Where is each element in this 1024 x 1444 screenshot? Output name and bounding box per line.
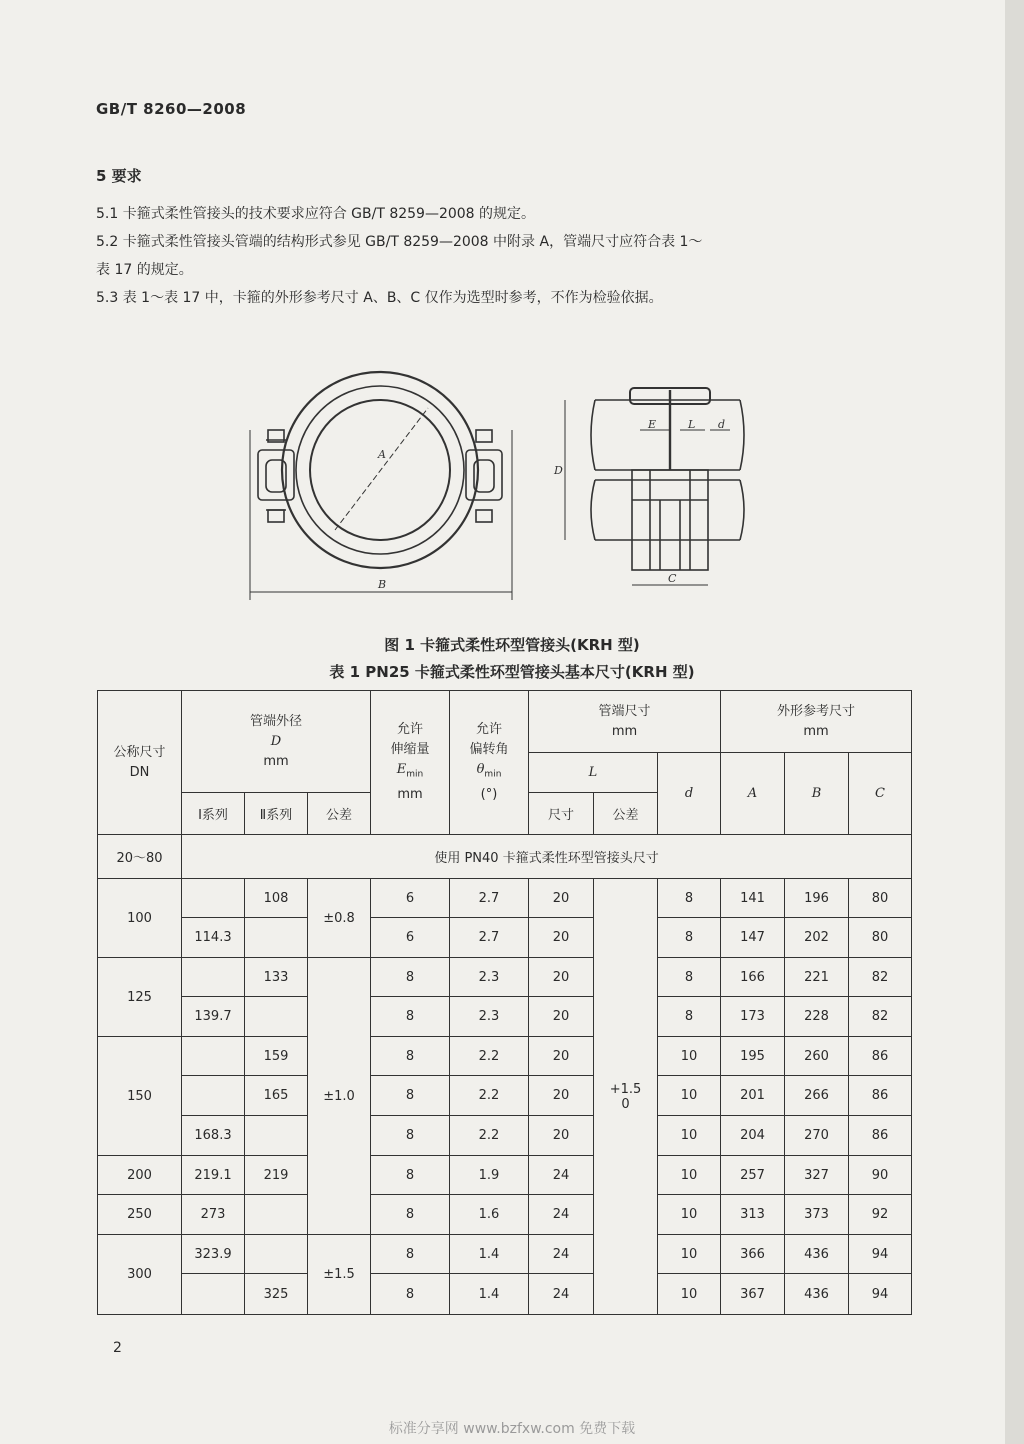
label-C: C (668, 572, 677, 585)
header-A: A (721, 753, 785, 835)
table-row: 165 8 2.2 20 10 201 266 86 (98, 1076, 912, 1116)
dimension-A-line (335, 408, 428, 530)
tolerance-cell: ±1.5 (308, 1235, 371, 1315)
table-row: 139.7 8 2.3 20 8 173 228 82 (98, 997, 912, 1037)
table-row: 114.3 6 2.7 20 8 147 202 80 (98, 918, 912, 958)
table-row: 125 133 ±1.0 8 2.3 20 8 166 221 82 (98, 958, 912, 997)
header-pipe-end: 管端尺寸 mm (529, 691, 721, 753)
label-E: E (648, 418, 657, 431)
header-L-tolerance: 公差 (594, 793, 658, 835)
label-B: B (378, 578, 387, 591)
watermark: 标准分享网 www.bzfxw.com 免费下载 (388, 1421, 636, 1437)
table-row: 100 108 ±0.8 6 2.7 20 +1.5 0 8 141 196 80 (98, 879, 912, 918)
header-series2: Ⅱ系列 (245, 793, 308, 835)
header-C: C (849, 753, 912, 835)
pipe-circle (310, 400, 450, 540)
tolerance-cell: ±0.8 (308, 879, 371, 958)
standard-number: GB/T 8260—2008 (96, 100, 247, 118)
clamp-inner-ring (296, 386, 464, 554)
note-dn: 20～80 (98, 835, 182, 879)
table-row: 300 323.9 ±1.5 8 1.4 24 10 366 436 94 (98, 1235, 912, 1274)
paragraph-5-2: 5.2 卡箍式柔性管接头管端的结构形式参见 GB/T 8259—2008 中附录 A，管端尺寸应符合表 1～ (96, 234, 703, 250)
header-dn: 公称尺寸 DN (98, 691, 182, 835)
table-row: 325 8 1.4 24 10 367 436 94 (98, 1274, 912, 1315)
dimensions-table (97, 690, 912, 1315)
tolerance-cell: ±1.0 (308, 958, 371, 1235)
table-row: 150 159 8 2.2 20 10 195 260 86 (98, 1037, 912, 1076)
header-L: L (529, 753, 658, 793)
clamp-outer-ring (282, 372, 478, 568)
label-L: L (688, 418, 696, 431)
section-heading: 5 要求 (96, 167, 142, 185)
L-tolerance-cell: +1.5 0 (594, 879, 658, 1315)
table-caption: 表 1 PN25 卡箍式柔性环型管接头基本尺寸(KRH 型) (329, 663, 695, 681)
header-d: d (658, 753, 721, 835)
figure-caption: 图 1 卡箍式柔性环型管接头(KRH 型) (384, 636, 640, 654)
header-tolerance: 公差 (308, 793, 371, 835)
label-D: D (554, 464, 563, 477)
label-d: d (718, 418, 726, 431)
note-text: 使用 PN40 卡箍式柔性环型管接头尺寸 (182, 835, 912, 879)
table-row: 168.3 8 2.2 20 10 204 270 86 (98, 1116, 912, 1156)
paragraph-5-1: 5.1 卡箍式柔性管接头的技术要求应符合 GB/T 8259—2008 的规定。 (96, 206, 536, 222)
coupling-drawing (240, 370, 780, 605)
header-reference: 外形参考尺寸 mm (721, 691, 912, 753)
header-B: B (785, 753, 849, 835)
page-edge-shadow (1005, 0, 1024, 1444)
header-allow-deflection: 允许 偏转角 $\theta_{min}$ (°) (450, 691, 529, 835)
paragraph-5-3: 5.3 表 1～表 17 中，卡箍的外形参考尺寸 A、B、C 仅作为选型时参考，不作为检验依据。 (96, 290, 663, 306)
header-L-size: 尺寸 (529, 793, 594, 835)
table-row: 200 219.1 219 8 1.9 24 10 257 327 90 (98, 1156, 912, 1195)
label-A: A (378, 448, 386, 461)
header-allow-extension: 允许 伸缩量 $E_{min}$ mm (371, 691, 450, 835)
header-series1: Ⅰ系列 (182, 793, 245, 835)
header-od: 管端外径 D mm (182, 691, 371, 793)
table-row: 250 273 8 1.6 24 10 313 373 92 (98, 1195, 912, 1235)
page-number: 2 (113, 1340, 122, 1356)
paragraph-5-2-cont: 表 17 的规定。 (96, 262, 193, 278)
housing-body (632, 470, 708, 570)
